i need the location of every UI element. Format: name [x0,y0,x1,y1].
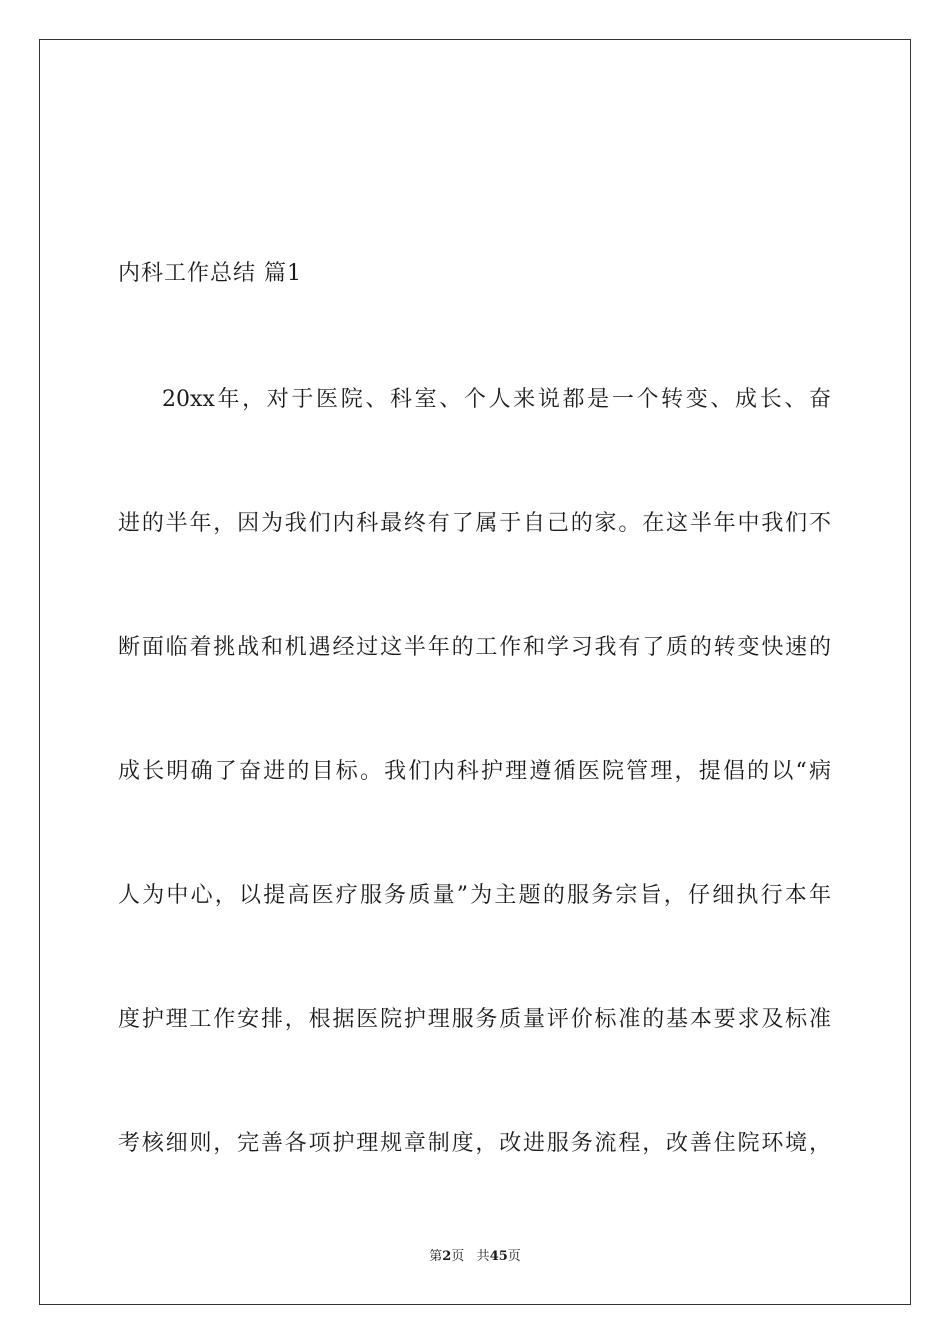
paragraph-line-1: 20xx年，对于医院、科室、个人来说都是一个转变、成长、奋 [162,387,831,412]
footer-total-suffix: 页 [507,1249,521,1264]
paragraph-line-6: 度护理工作安排，根据医院护理服务质量评价标准的基本要求及标准 [118,1007,831,1032]
document-title: 内科工作总结 篇1 [118,261,302,286]
current-page-number: 2 [442,1249,452,1264]
paragraph-line-7: 考核细则，完善各项护理规章制度，改进服务流程，改善住院环境， [118,1131,831,1156]
paragraph-line-5: 人为中心，以提高医疗服务质量”为主题的服务宗旨，仔细执行本年 [118,883,831,908]
paragraph-line-3: 断面临着挑战和机遇经过这半年的工作和学习我有了质的转变快速的 [118,635,831,660]
footer-total-prefix: 共 [476,1249,490,1264]
page-footer [0,1248,950,1266]
paragraph-line-4: 成长明确了奋进的目标。我们内科护理遵循医院管理，提倡的以“病 [118,759,831,784]
paragraph-line-2: 进的半年，因为我们内科最终有了属于自己的家。在这半年中我们不 [118,511,831,536]
footer-prefix: 第 [429,1249,443,1264]
footer-page-suffix: 页 [451,1249,465,1264]
page-frame [39,39,911,1305]
total-page-count: 45 [489,1249,508,1264]
